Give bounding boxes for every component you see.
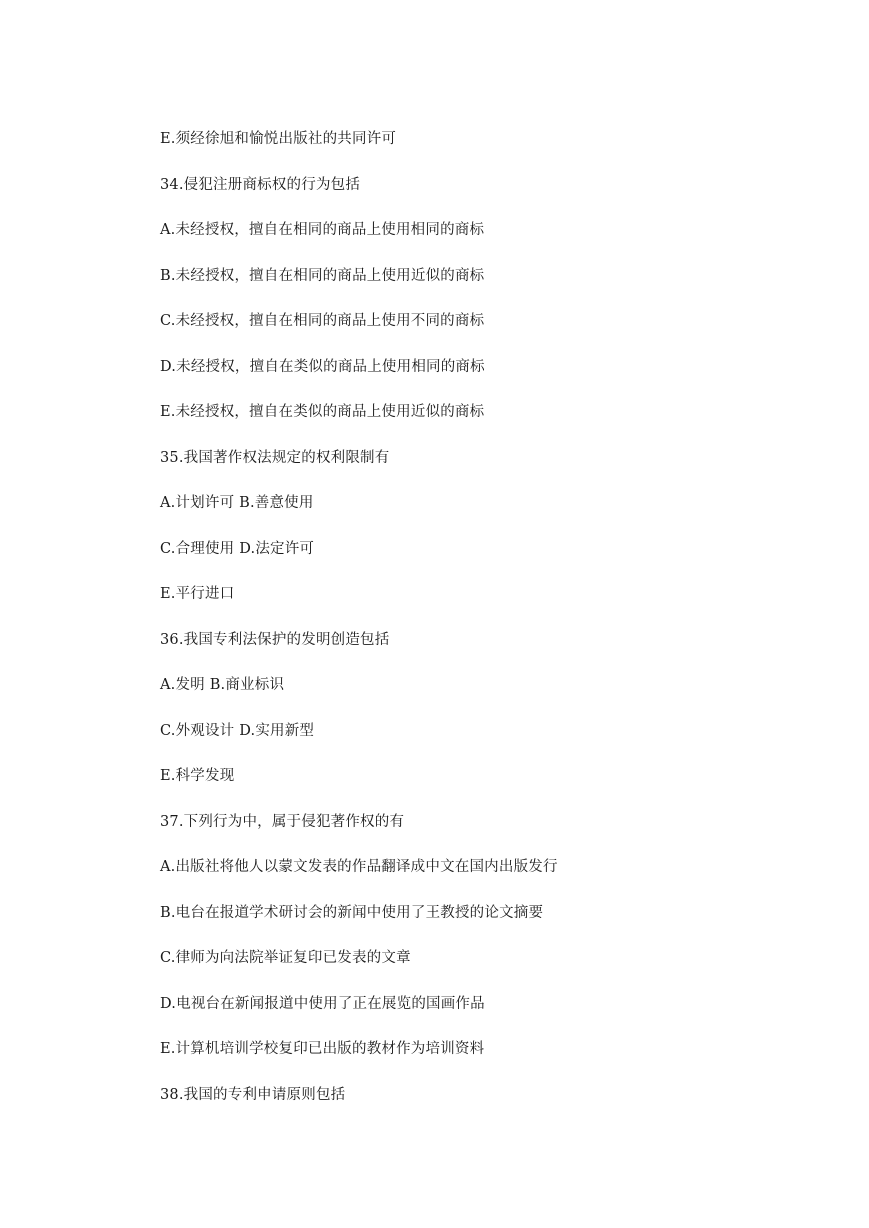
option-35-e: E.平行进口 [160, 586, 235, 602]
option-35-cd: C.合理使用 D.法定许可 [160, 541, 315, 557]
option-34-d: D.未经授权，擅自在类似的商品上使用相同的商标 [160, 359, 485, 375]
option-37-a: A.出版社将他人以蒙文发表的作品翻译成中文在国内出版发行 [160, 859, 558, 875]
option-34-a: A.未经授权，擅自在相同的商品上使用相同的商标 [160, 222, 485, 238]
question-37: 37.下列行为中，属于侵犯著作权的有 [160, 814, 405, 830]
option-36-ab: A.发明 B.商业标识 [160, 677, 285, 693]
question-36: 36.我国专利法保护的发明创造包括 [160, 632, 390, 648]
question-35: 35.我国著作权法规定的权利限制有 [160, 450, 390, 466]
option-34-c: C.未经授权，擅自在相同的商品上使用不同的商标 [160, 313, 485, 329]
option-37-d: D.电视台在新闻报道中使用了正在展览的国画作品 [160, 996, 485, 1012]
option-34-b: B.未经授权，擅自在相同的商品上使用近似的商标 [160, 268, 485, 284]
option-34-e: E.未经授权，擅自在类似的商品上使用近似的商标 [160, 404, 485, 420]
question-34: 34.侵犯注册商标权的行为包括 [160, 177, 361, 193]
option-37-e: E.计算机培训学校复印已出版的教材作为培训资料 [160, 1041, 485, 1057]
option-33-e: E.须经徐旭和愉悦出版社的共同许可 [160, 131, 397, 147]
option-37-c: C.律师为向法院举证复印已发表的文章 [160, 950, 411, 966]
option-35-ab: A.计划许可 B.善意使用 [160, 495, 314, 511]
option-36-e: E.科学发现 [160, 768, 235, 784]
option-37-b: B.电台在报道学术研讨会的新闻中使用了王教授的论文摘要 [160, 905, 544, 921]
question-38: 38.我国的专利申请原则包括 [160, 1087, 346, 1103]
option-36-cd: C.外观设计 D.实用新型 [160, 723, 315, 739]
